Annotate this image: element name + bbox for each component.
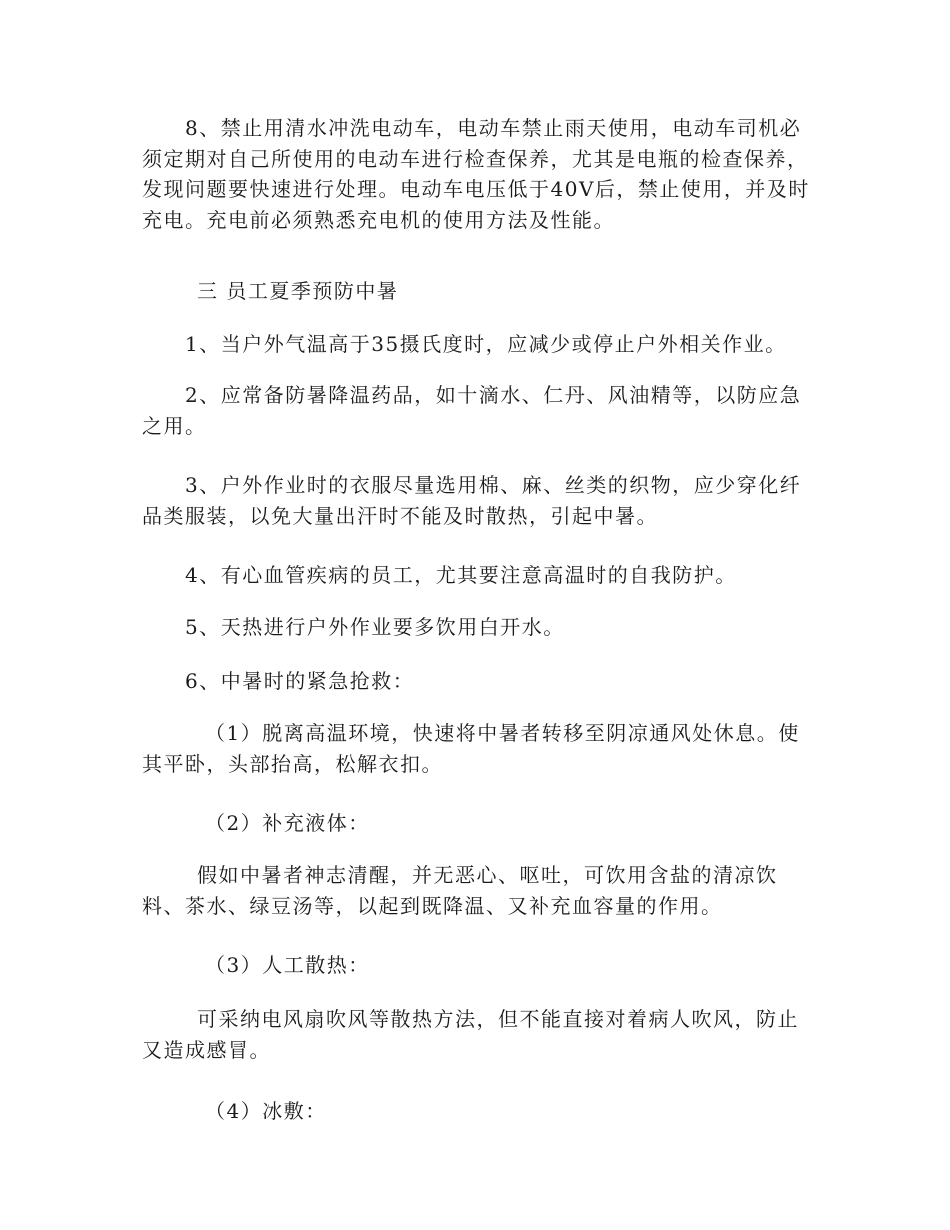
paragraph-item-5: 5、天热进行户外作业要多饮用白开水。 <box>185 615 565 639</box>
section-heading-3: 三 员工夏季预防中暑 <box>197 279 399 303</box>
emergency-step-2-body: 假如中暑者神志清醒，并无恶心、呕吐，可饮用含盐的清凉饮料、茶水、绿豆汤等，以起到既降温、又补充血容量的作用。 <box>142 863 778 918</box>
emergency-step-2-title: （2）补充液体： <box>205 811 370 835</box>
paragraph-item-8: 8、禁止用清水冲洗电动车，电动车禁止雨天使用，电动车司机必须定期对自己所使用的电动车进行检查保养，尤其是电瓶的检查保养，发现问题要快速进行处理。电动车电压低于40V后，禁止使用，并及时充电。充电前必须熟悉充电机的使用方法及性能。 <box>142 116 810 232</box>
paragraph-item-4: 4、有心血管疾病的员工，尤其要注意高温时的自我防护。 <box>185 563 737 587</box>
paragraph-item-1: 1、当户外气温高于35摄氏度时，应减少或停止户外相关作业。 <box>185 332 787 356</box>
paragraph-item-6: 6、中暑时的紧急抢救： <box>185 669 415 693</box>
paragraph-item-3: 3、户外作业时的衣服尽量选用棉、麻、丝类的织物，应少穿化纤品类服装，以免大量出汗时不能及时散热，引起中暑。 <box>142 473 802 528</box>
emergency-step-3-title: （3）人工散热： <box>205 953 370 977</box>
emergency-step-1: （1）脱离高温环境，快速将中暑者转移至阴凉通风处休息。使其平卧，头部抬高，松解衣扣。 <box>142 721 800 776</box>
paragraph-item-2: 2、应常备防暑降温药品，如十滴水、仁丹、风油精等，以防应急之用。 <box>142 383 802 438</box>
emergency-step-4-title: （4）冰敷： <box>205 1099 327 1123</box>
emergency-step-3-body: 可采纳电风扇吹风等散热方法，但不能直接对着病人吹风，防止又造成感冒。 <box>142 1007 799 1062</box>
